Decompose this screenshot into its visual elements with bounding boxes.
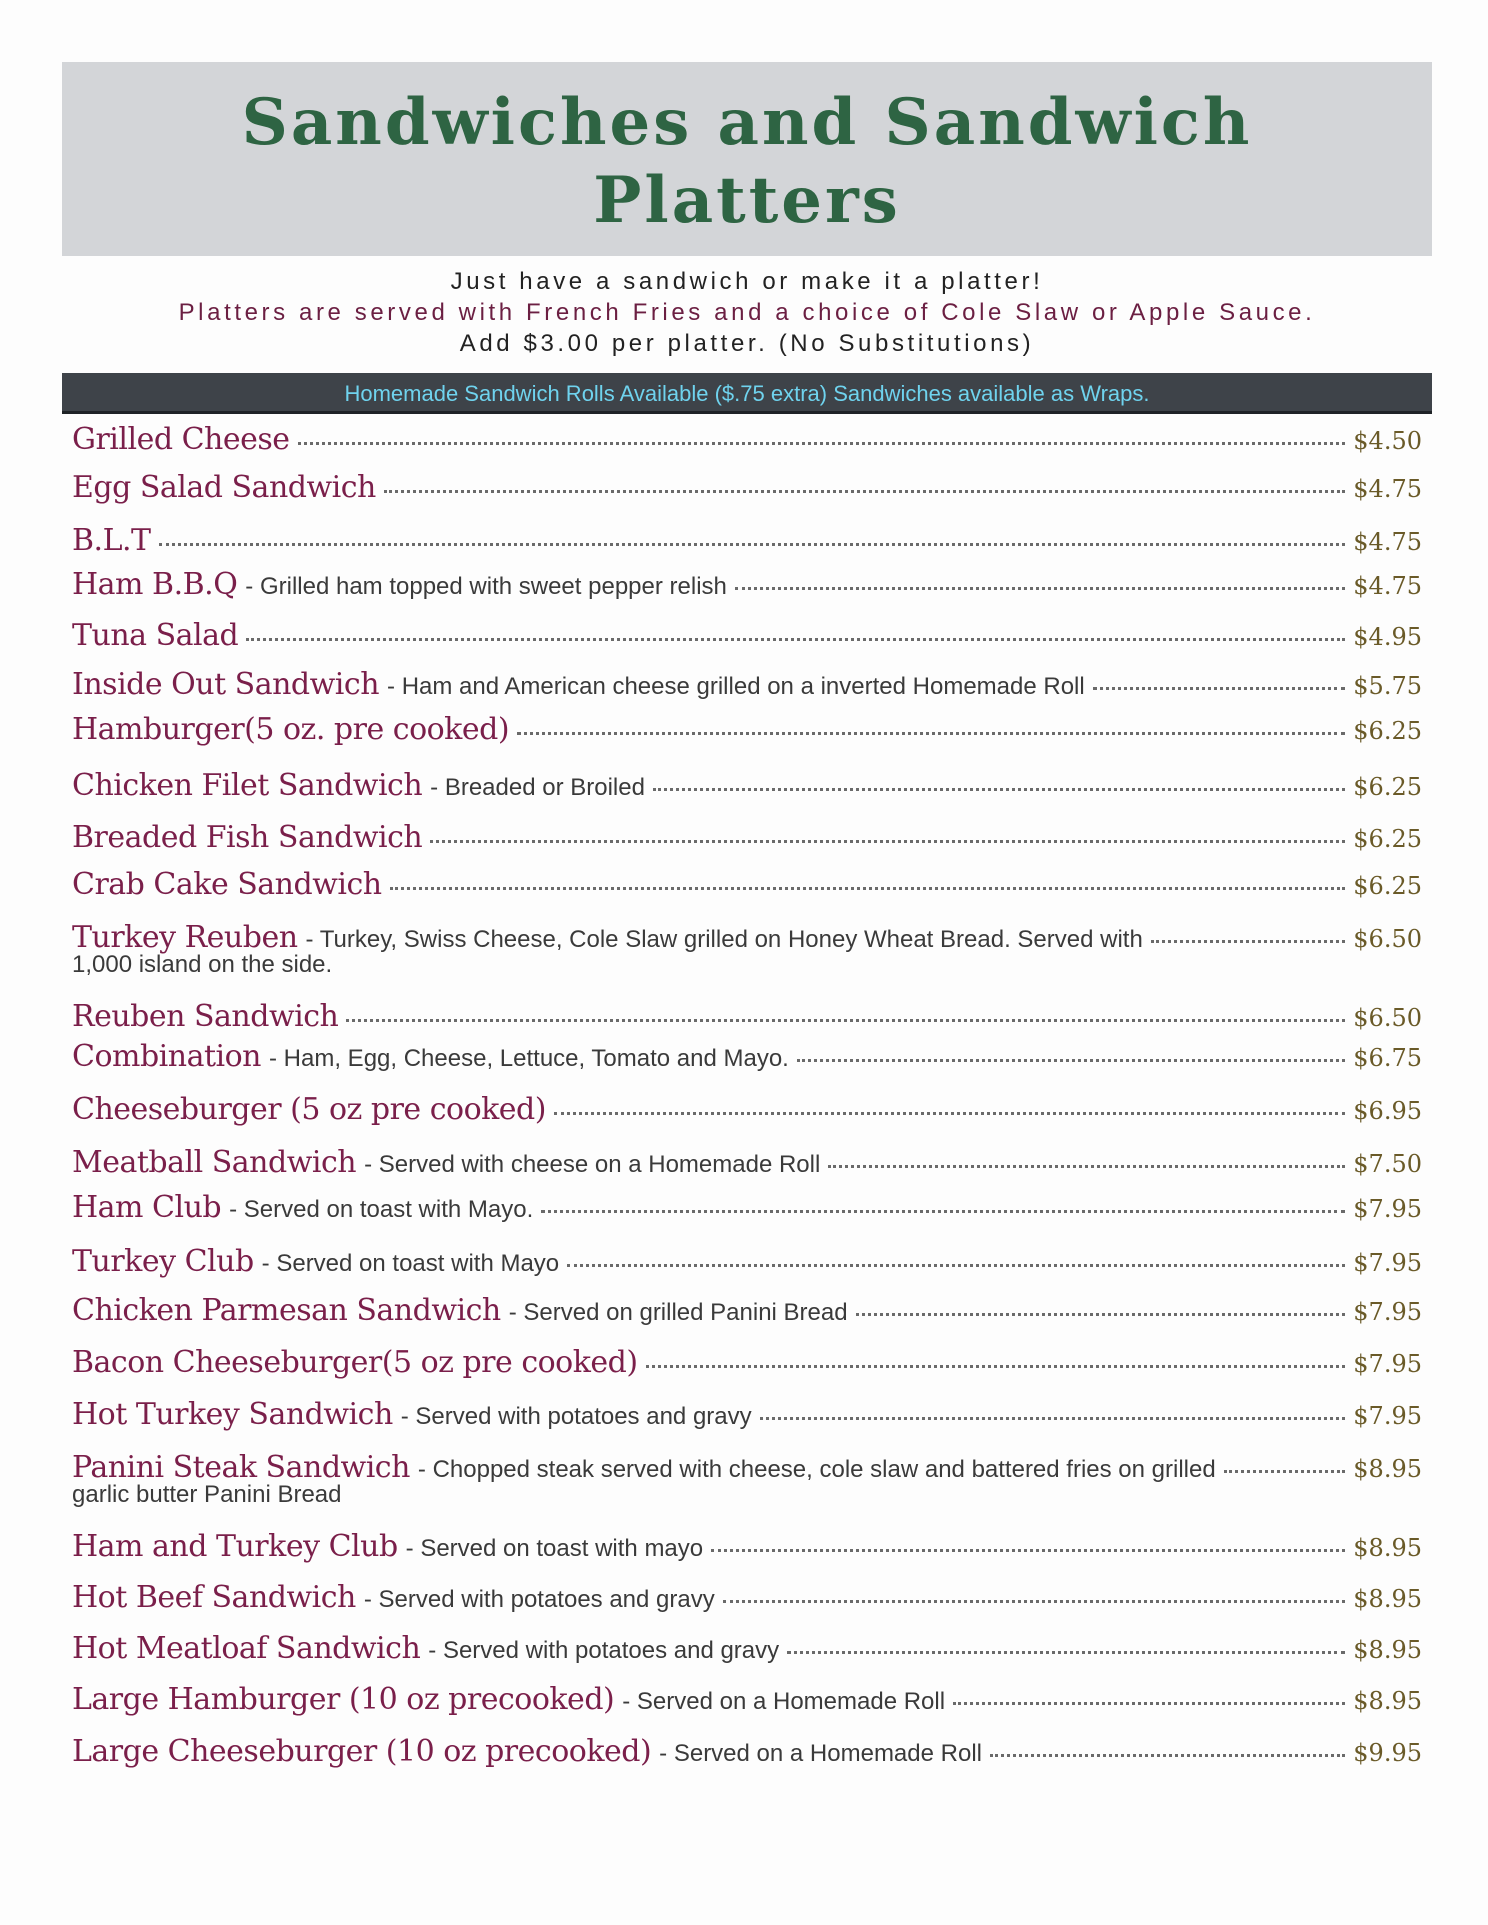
menu-item-row <box>72 1631 1422 1666</box>
menu-item-price: $7.95 <box>1353 1249 1422 1277</box>
menu-item-row <box>72 470 1422 505</box>
menu-item-row <box>72 999 1422 1034</box>
menu-item-price: $7.95 <box>1353 1298 1422 1326</box>
menu-item-price: $8.95 <box>1353 1585 1422 1613</box>
menu-item-row <box>72 523 1422 558</box>
menu-item <box>72 422 1422 457</box>
menu-item <box>72 920 1422 979</box>
menu-item-description: - Served with potatoes and gravy <box>400 1403 752 1430</box>
menu-item-row <box>72 422 1422 457</box>
menu-item-row <box>72 1682 1422 1717</box>
menu-item-description: - Served on toast with Mayo. <box>229 1196 534 1223</box>
menu-item-row <box>72 618 1422 653</box>
menu-item-description: - Served with cheese on a Homemade Roll <box>364 1151 821 1178</box>
menu-item-name: B.L.T <box>72 523 151 558</box>
menu-item <box>72 1145 1422 1180</box>
dot-leader <box>1151 940 1345 943</box>
menu-item-price: $6.95 <box>1353 1097 1422 1125</box>
menu-item-name: Hot Turkey Sandwich <box>72 1397 393 1432</box>
dot-leader <box>646 1365 1346 1368</box>
menu-item-name: Hot Beef Sandwich <box>72 1580 356 1615</box>
title-line-2: Platters <box>593 163 901 238</box>
menu-item-name: Combination <box>72 1039 262 1074</box>
menu-item-description: - Breaded or Broiled <box>430 774 645 801</box>
dot-leader <box>723 1600 1346 1603</box>
dot-leader <box>346 1019 1345 1022</box>
menu-item-price: $9.95 <box>1353 1739 1422 1767</box>
menu-item-description: - Served on toast with Mayo <box>261 1250 560 1277</box>
menu-item <box>72 1734 1422 1769</box>
dot-leader <box>760 1417 1346 1420</box>
menu-item-row <box>72 667 1422 702</box>
dot-leader <box>828 1165 1345 1168</box>
menu-item <box>72 768 1422 803</box>
menu-item <box>72 523 1422 558</box>
dot-leader <box>517 732 1345 735</box>
title-line-1: Sandwiches and Sandwich <box>241 85 1253 160</box>
menu-item <box>72 618 1422 653</box>
menu-item-name: Large Hamburger (10 oz precooked) <box>72 1682 615 1717</box>
menu-item <box>72 712 1422 747</box>
menu-item-name: Reuben Sandwich <box>72 999 339 1034</box>
menu-item-description: - Served on toast with mayo <box>405 1535 704 1562</box>
menu-item-price: $4.75 <box>1353 528 1422 556</box>
menu-item <box>72 1529 1422 1564</box>
dot-leader <box>711 1549 1345 1552</box>
menu-item <box>72 1631 1422 1666</box>
menu-item-row <box>72 1293 1422 1328</box>
menu-item-row <box>72 1734 1422 1769</box>
menu-item-description: - Served on a Homemade Roll <box>622 1688 946 1715</box>
menu-item-name: Chicken Filet Sandwich <box>72 768 423 803</box>
menu-item-name: Panini Steak Sandwich <box>72 1450 410 1485</box>
dot-leader <box>787 1651 1345 1654</box>
menu-item-row <box>72 1580 1422 1615</box>
dot-leader <box>990 1754 1345 1757</box>
menu-item-row <box>72 1345 1422 1380</box>
menu-item <box>72 1190 1422 1225</box>
menu-item-name: Turkey Club <box>72 1244 254 1279</box>
menu-item-row <box>72 1450 1422 1485</box>
menu-item-row <box>72 1244 1422 1279</box>
menu-item-price: $5.75 <box>1353 672 1422 700</box>
dot-leader <box>735 587 1345 590</box>
menu-item-name: Inside Out Sandwich <box>72 667 380 702</box>
menu-item-description-continued: 1,000 island on the side. <box>72 951 333 978</box>
menu-item-name: Ham B.B.Q <box>72 567 238 602</box>
dot-leader <box>653 788 1345 791</box>
dot-leader <box>246 638 1345 641</box>
dot-leader <box>953 1702 1345 1705</box>
menu-item-name: Breaded Fish Sandwich <box>72 820 423 855</box>
menu-item-name: Large Cheeseburger (10 oz precooked) <box>72 1734 652 1769</box>
menu-item-row <box>72 712 1422 747</box>
menu-item-price: $7.95 <box>1353 1350 1422 1378</box>
menu-item-name: Chicken Parmesan Sandwich <box>72 1293 501 1328</box>
menu-item-name: Meatball Sandwich <box>72 1145 357 1180</box>
menu-item <box>72 1092 1422 1127</box>
title-box <box>62 62 1432 256</box>
rolls-banner: Homemade Sandwich Rolls Available ($.75 extra) Sandwiches available as Wraps. <box>62 373 1432 414</box>
menu-item-price: $7.95 <box>1353 1402 1422 1430</box>
menu-item-row <box>72 1529 1422 1564</box>
dot-leader <box>567 1264 1345 1267</box>
menu-item-price: $8.95 <box>1353 1687 1422 1715</box>
menu-item-price: $4.95 <box>1353 623 1422 651</box>
dot-leader <box>384 490 1345 493</box>
menu-item-description: - Served with potatoes and gravy <box>363 1586 715 1613</box>
menu-item <box>72 867 1422 902</box>
menu-item-name: Bacon Cheeseburger(5 oz pre cooked) <box>72 1345 638 1380</box>
menu-item-description: - Ham and American cheese grilled on a inverted Homemade Roll <box>387 673 1085 700</box>
dot-leader <box>1224 1470 1346 1473</box>
menu-item <box>72 1580 1422 1615</box>
dot-leader <box>554 1112 1345 1115</box>
menu-item-row <box>72 1092 1422 1127</box>
menu-item-name: Cheeseburger (5 oz pre cooked) <box>72 1092 546 1127</box>
menu-item-price: $6.25 <box>1353 872 1422 900</box>
menu-item-price: $4.75 <box>1353 475 1422 503</box>
menu-item-price: $7.95 <box>1353 1195 1422 1223</box>
menu-item <box>72 1397 1422 1432</box>
menu-item-row <box>72 920 1422 955</box>
menu-item-name: Crab Cake Sandwich <box>72 867 382 902</box>
menu-item-price: $6.25 <box>1353 773 1422 801</box>
menu-item <box>72 1293 1422 1328</box>
menu-item-description-continued: garlic butter Panini Bread <box>72 1481 342 1508</box>
menu-item-name: Hamburger(5 oz. pre cooked) <box>72 712 510 747</box>
menu-item-price: $4.50 <box>1353 427 1422 455</box>
menu-item-row <box>72 1145 1422 1180</box>
menu-item-price: $6.25 <box>1353 825 1422 853</box>
menu-item-price: $8.95 <box>1353 1534 1422 1562</box>
menu-item <box>72 820 1422 855</box>
menu-item-description: - Served on grilled Panini Bread <box>508 1299 848 1326</box>
intro-line-3: Add $3.00 per platter. (No Substitutions) <box>459 330 1035 357</box>
dot-leader <box>1093 687 1346 690</box>
menu-item-name: Egg Salad Sandwich <box>72 470 376 505</box>
menu-item-name: Turkey Reuben <box>72 920 298 955</box>
platter-intro <box>62 266 1432 359</box>
menu-item <box>72 1039 1422 1074</box>
menu-item <box>72 667 1422 702</box>
intro-line-1: Just have a sandwich or make it a platter! <box>450 268 1044 295</box>
menu-item-description: - Grilled ham topped with sweet pepper relish <box>245 573 727 600</box>
dot-leader <box>541 1210 1345 1213</box>
menu-item-row <box>72 867 1422 902</box>
menu-item-row <box>72 1039 1422 1074</box>
menu-item-price: $6.50 <box>1353 1004 1422 1032</box>
dot-leader <box>856 1313 1346 1316</box>
menu-item-row <box>72 768 1422 803</box>
menu-item-row <box>72 567 1422 602</box>
menu-item-description: - Turkey, Swiss Cheese, Cole Slaw grilled on Honey Wheat Bread. Served with <box>305 926 1143 953</box>
menu-item-description: - Served on a Homemade Roll <box>659 1740 982 1767</box>
menu-item-price: $6.50 <box>1353 925 1422 953</box>
menu-item-description: - Served with potatoes and gravy <box>428 1637 780 1664</box>
menu-item <box>72 470 1422 505</box>
menu-item-price: $4.75 <box>1353 572 1422 600</box>
menu-item-name: Grilled Cheese <box>72 422 290 457</box>
menu-item-description: - Ham, Egg, Cheese, Lettuce, Tomato and Mayo. <box>269 1045 789 1072</box>
dot-leader <box>430 840 1345 843</box>
menu-item-price: $6.25 <box>1353 717 1422 745</box>
intro-line-2: Platters are served with French Fries and a choice of Cole Slaw or Apple Sauce. <box>178 299 1316 326</box>
menu-item <box>72 999 1422 1034</box>
menu-item <box>72 1345 1422 1380</box>
menu-item-name: Ham Club <box>72 1190 222 1225</box>
menu-item <box>72 1682 1422 1717</box>
menu-item-description: - Chopped steak served with cheese, cole slaw and battered fries on grilled <box>417 1456 1216 1483</box>
menu-item-price: $8.95 <box>1353 1455 1422 1483</box>
menu-item-row <box>72 1397 1422 1432</box>
menu-item-price: $8.95 <box>1353 1636 1422 1664</box>
menu-item-price: $7.50 <box>1353 1150 1422 1178</box>
menu-item-name: Ham and Turkey Club <box>72 1529 398 1564</box>
menu-item-row <box>72 820 1422 855</box>
menu-item-name: Tuna Salad <box>72 618 239 653</box>
menu-item <box>72 1244 1422 1279</box>
menu-item-price: $6.75 <box>1353 1044 1422 1072</box>
menu-item-row <box>72 1190 1422 1225</box>
dot-leader <box>797 1059 1345 1062</box>
dot-leader <box>159 543 1346 546</box>
dot-leader <box>390 887 1346 890</box>
page-title <box>62 84 1432 240</box>
dot-leader <box>298 442 1346 445</box>
menu-item <box>72 567 1422 602</box>
menu-item <box>72 1450 1422 1509</box>
menu-item-name: Hot Meatloaf Sandwich <box>72 1631 421 1666</box>
